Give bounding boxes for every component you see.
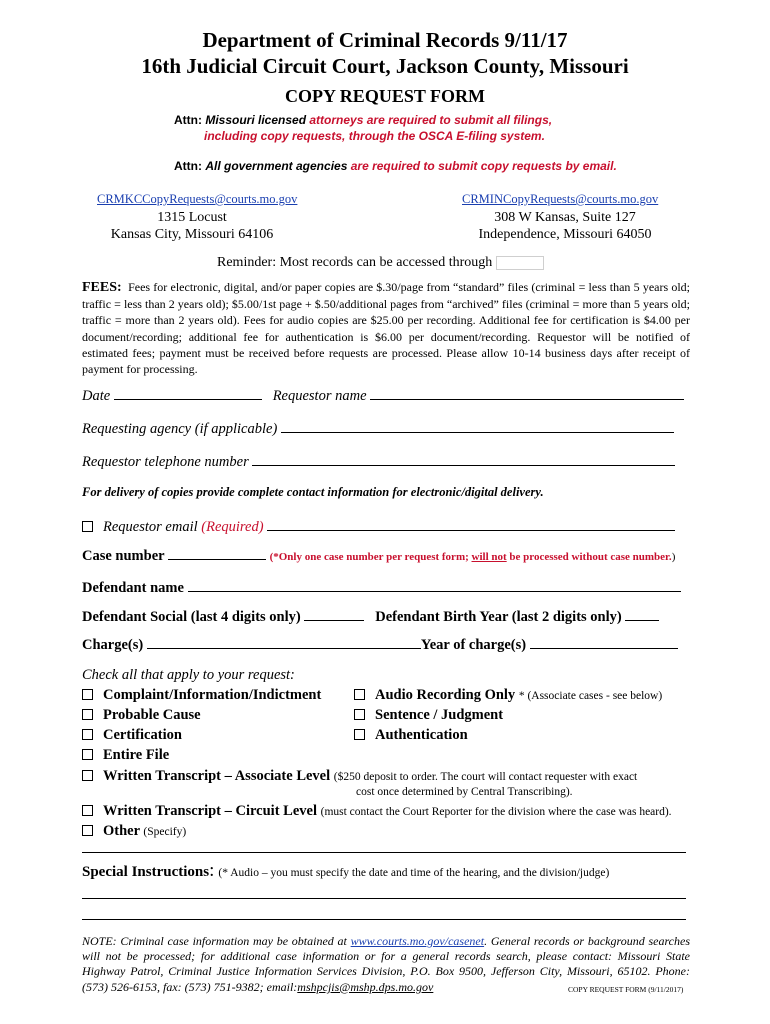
kc-street: 1315 Locust xyxy=(157,210,227,225)
form-title-court: 16th Judicial Circuit Court, Jackson County, Missouri xyxy=(141,54,629,78)
attn-agencies xyxy=(174,159,617,173)
charges-field[interactable] xyxy=(147,635,421,649)
entire-checkbox[interactable] xyxy=(82,749,93,760)
audio-label: Audio Recording Only xyxy=(375,687,516,703)
check-audio[interactable] xyxy=(354,687,662,704)
assoc-checkbox[interactable] xyxy=(82,770,93,781)
check-authentication[interactable] xyxy=(354,727,468,744)
requestor-name-field[interactable] xyxy=(370,386,684,400)
check-circuit[interactable] xyxy=(82,803,672,820)
form-title-department: Department of Criminal Records 9/11/17 xyxy=(202,28,568,52)
email-label: Requestor email xyxy=(103,519,198,535)
fees-paragraph: FEES: Fees for electronic, digital, and/or paper copies are $.30/page from “standard” files (criminal = less than 5 years old; traffic = less than 2 years old); $5.00/1st page + $.50/additional pages from “archived” files (criminal = more than 5 years old; traffic = more than 2 years old). Fees for audio copies are $25.00 per recording. Additional fee for certification is $4.00 per document/recording; additional fee for authentication is $6.00 per document/recording. Requestor will be notified of estimated fees; payment must be received before requests are processed. Please allow 10-14 business days after receipt of payment for processing. xyxy=(82,280,691,377)
fees-text: Fees for electronic, digital, and/or paper copies are $.30/page from “standard” files (criminal = less than 5 years old; traffic = less than 2 years old); $5.00/1st page + $.50/additional pages from “archived” files (criminal = more than 5 years old; traffic = more than 2 years old). Fees for audio copies are $25.00 per recording. Additional fee for certification is $4.00 per document/recording; additional fee for authentication is $6.00 per document/recording. Requestor will be notified of estimated fees; payment must be received before requests are processed. Please allow 10-14 business days after receipt of payment for processing. xyxy=(82,280,691,377)
defendant-social-label: Defendant Social (last 4 digits only) xyxy=(82,609,301,625)
certification-checkbox[interactable] xyxy=(82,729,93,740)
special-line-1[interactable] xyxy=(82,898,686,899)
form-title: COPY REQUEST FORM xyxy=(284,86,485,106)
special-note: (* Audio – you must specify the date and time of the hearing, and the division/judge) xyxy=(218,867,610,879)
reminder xyxy=(217,255,544,271)
authentication-checkbox[interactable] xyxy=(354,729,365,740)
assoc-note-1: ($250 deposit to order. The court will contact requester with exact xyxy=(333,771,638,783)
attn-attorneys xyxy=(174,113,552,127)
assoc-label: Written Transcript – Associate Level xyxy=(103,768,331,784)
defendant-ids-row xyxy=(82,607,659,626)
case-note xyxy=(270,551,672,563)
other-label: Other xyxy=(103,823,140,839)
defendant-name-row xyxy=(82,578,681,597)
special-colon: : xyxy=(209,860,215,881)
circuit-checkbox[interactable] xyxy=(82,805,93,816)
circuit-label: Written Transcript – Circuit Level xyxy=(103,803,317,819)
case-number-row xyxy=(82,546,675,565)
form-footer-id: COPY REQUEST FORM (9/11/2017) xyxy=(568,985,684,994)
special-instructions xyxy=(82,860,609,882)
special-label: Special Instructions xyxy=(82,864,210,880)
note-prefix: NOTE: Criminal case information may be obtained at xyxy=(82,934,347,948)
sentence-label: Sentence / Judgment xyxy=(375,707,504,723)
authentication-label: Authentication xyxy=(375,727,468,743)
attn-red: attorneys are required to submit all filings, xyxy=(309,113,553,127)
attn2-label: Attn: xyxy=(174,159,202,173)
check-assoc[interactable] xyxy=(82,768,637,785)
year-of-charge-label: Year of charge(s) xyxy=(420,637,527,653)
complaint-checkbox[interactable] xyxy=(82,689,93,700)
ind-email-link[interactable]: CRMINCopyRequests@courts.mo.gov xyxy=(462,192,659,206)
kc-email-link[interactable]: CRMKCCopyRequests@courts.mo.gov xyxy=(97,192,298,206)
requestor-name-label: Requestor name xyxy=(272,388,367,404)
attn-label: Attn: xyxy=(174,113,202,127)
phone-row xyxy=(82,452,675,471)
email-row xyxy=(82,517,675,536)
checklist-heading: Check all that apply to your request: xyxy=(82,667,295,683)
agency-row xyxy=(82,419,674,438)
check-probable[interactable] xyxy=(82,707,201,724)
year-of-charge-field[interactable] xyxy=(530,635,678,649)
defendant-name-field[interactable] xyxy=(188,578,681,592)
probable-checkbox[interactable] xyxy=(82,709,93,720)
casenet-link[interactable]: www.courts.mo.gov/casenet xyxy=(350,934,485,948)
certification-label: Certification xyxy=(103,727,182,743)
attn-attorneys-line2 xyxy=(204,129,545,143)
sentence-checkbox[interactable] xyxy=(354,709,365,720)
charges-label: Charge(s) xyxy=(82,637,144,653)
ind-street: 308 W Kansas, Suite 127 xyxy=(494,210,636,225)
check-entire[interactable] xyxy=(82,747,169,764)
check-sentence[interactable] xyxy=(354,707,503,724)
phone-label: Requestor telephone number xyxy=(82,454,249,470)
agency-field[interactable] xyxy=(281,419,674,433)
case-note-a: (*Only one case number per request form; xyxy=(269,551,469,563)
entire-label: Entire File xyxy=(103,747,170,763)
email-field[interactable] xyxy=(267,517,675,531)
attn2-bold: All government agencies xyxy=(205,159,348,173)
other-checkbox[interactable] xyxy=(82,825,93,836)
kc-city: Kansas City, Missouri 64106 xyxy=(110,227,274,242)
probable-label: Probable Cause xyxy=(103,707,201,723)
complaint-label: Complaint/Information/Indictment xyxy=(103,687,322,703)
other-note: (Specify) xyxy=(143,826,187,838)
check-certification[interactable] xyxy=(82,727,182,744)
phone-field[interactable] xyxy=(252,452,675,466)
check-complaint[interactable] xyxy=(82,687,321,704)
case-number-label: Case number xyxy=(82,548,165,564)
casenet-placeholder-box[interactable] xyxy=(496,256,544,270)
defendant-name-label: Defendant name xyxy=(82,580,184,596)
delivery-note: For delivery of copies provide complete contact information for electronic/digital delivery. xyxy=(82,485,544,499)
fees-label: FEES xyxy=(82,280,118,295)
reminder-text: Reminder: Most records can be accessed through xyxy=(217,255,493,270)
defendant-birth-field[interactable] xyxy=(625,607,659,621)
special-line-2[interactable] xyxy=(82,919,686,920)
attn-bold: Missouri licensed xyxy=(205,113,307,127)
mshp-email-link[interactable]: mshpcjis@mshp.dps.mo.gov xyxy=(297,979,434,994)
note-middle: . General records or background searches will not be processed; for additional case information or for a general records search, please contact: Missouri State Highway Patrol, Criminal Justice Information Services Division, P.O. Box 9500, Jefferson City, Missouri, 65102. Phone: (573) 526-6153, fax: (573) 751-9382; email: xyxy=(82,934,690,994)
date-row xyxy=(82,386,684,405)
agency-label: Requesting agency (if applicable) xyxy=(82,421,278,437)
date-field[interactable] xyxy=(114,386,262,400)
email-required: (Required) xyxy=(201,519,264,535)
audio-checkbox[interactable] xyxy=(354,689,365,700)
case-note-close: ) xyxy=(671,551,676,563)
check-other[interactable] xyxy=(82,823,186,840)
audio-note: * (Associate cases - see below) xyxy=(518,690,663,702)
attn-red-2: including copy requests, through the OSCA E-filing system. xyxy=(204,129,545,143)
date-label: Date xyxy=(82,388,111,404)
defendant-birth-label: Defendant Birth Year (last 2 digits only) xyxy=(375,609,622,625)
case-note-c: be processed without case number. xyxy=(509,551,672,563)
other-specify-line[interactable] xyxy=(82,852,686,853)
case-number-field[interactable] xyxy=(168,546,266,560)
case-note-will-not: will not xyxy=(471,551,507,563)
attn2-red: are required to submit copy requests by email. xyxy=(350,159,617,173)
defendant-social-field[interactable] xyxy=(304,607,364,621)
assoc-note-2: cost once determined by Central Transcribing). xyxy=(356,786,573,798)
charges-row xyxy=(82,635,678,654)
email-checkbox[interactable] xyxy=(82,521,93,532)
ind-city: Independence, Missouri 64050 xyxy=(478,227,652,242)
circuit-note: (must contact the Court Reporter for the division where the case was heard). xyxy=(320,806,672,818)
